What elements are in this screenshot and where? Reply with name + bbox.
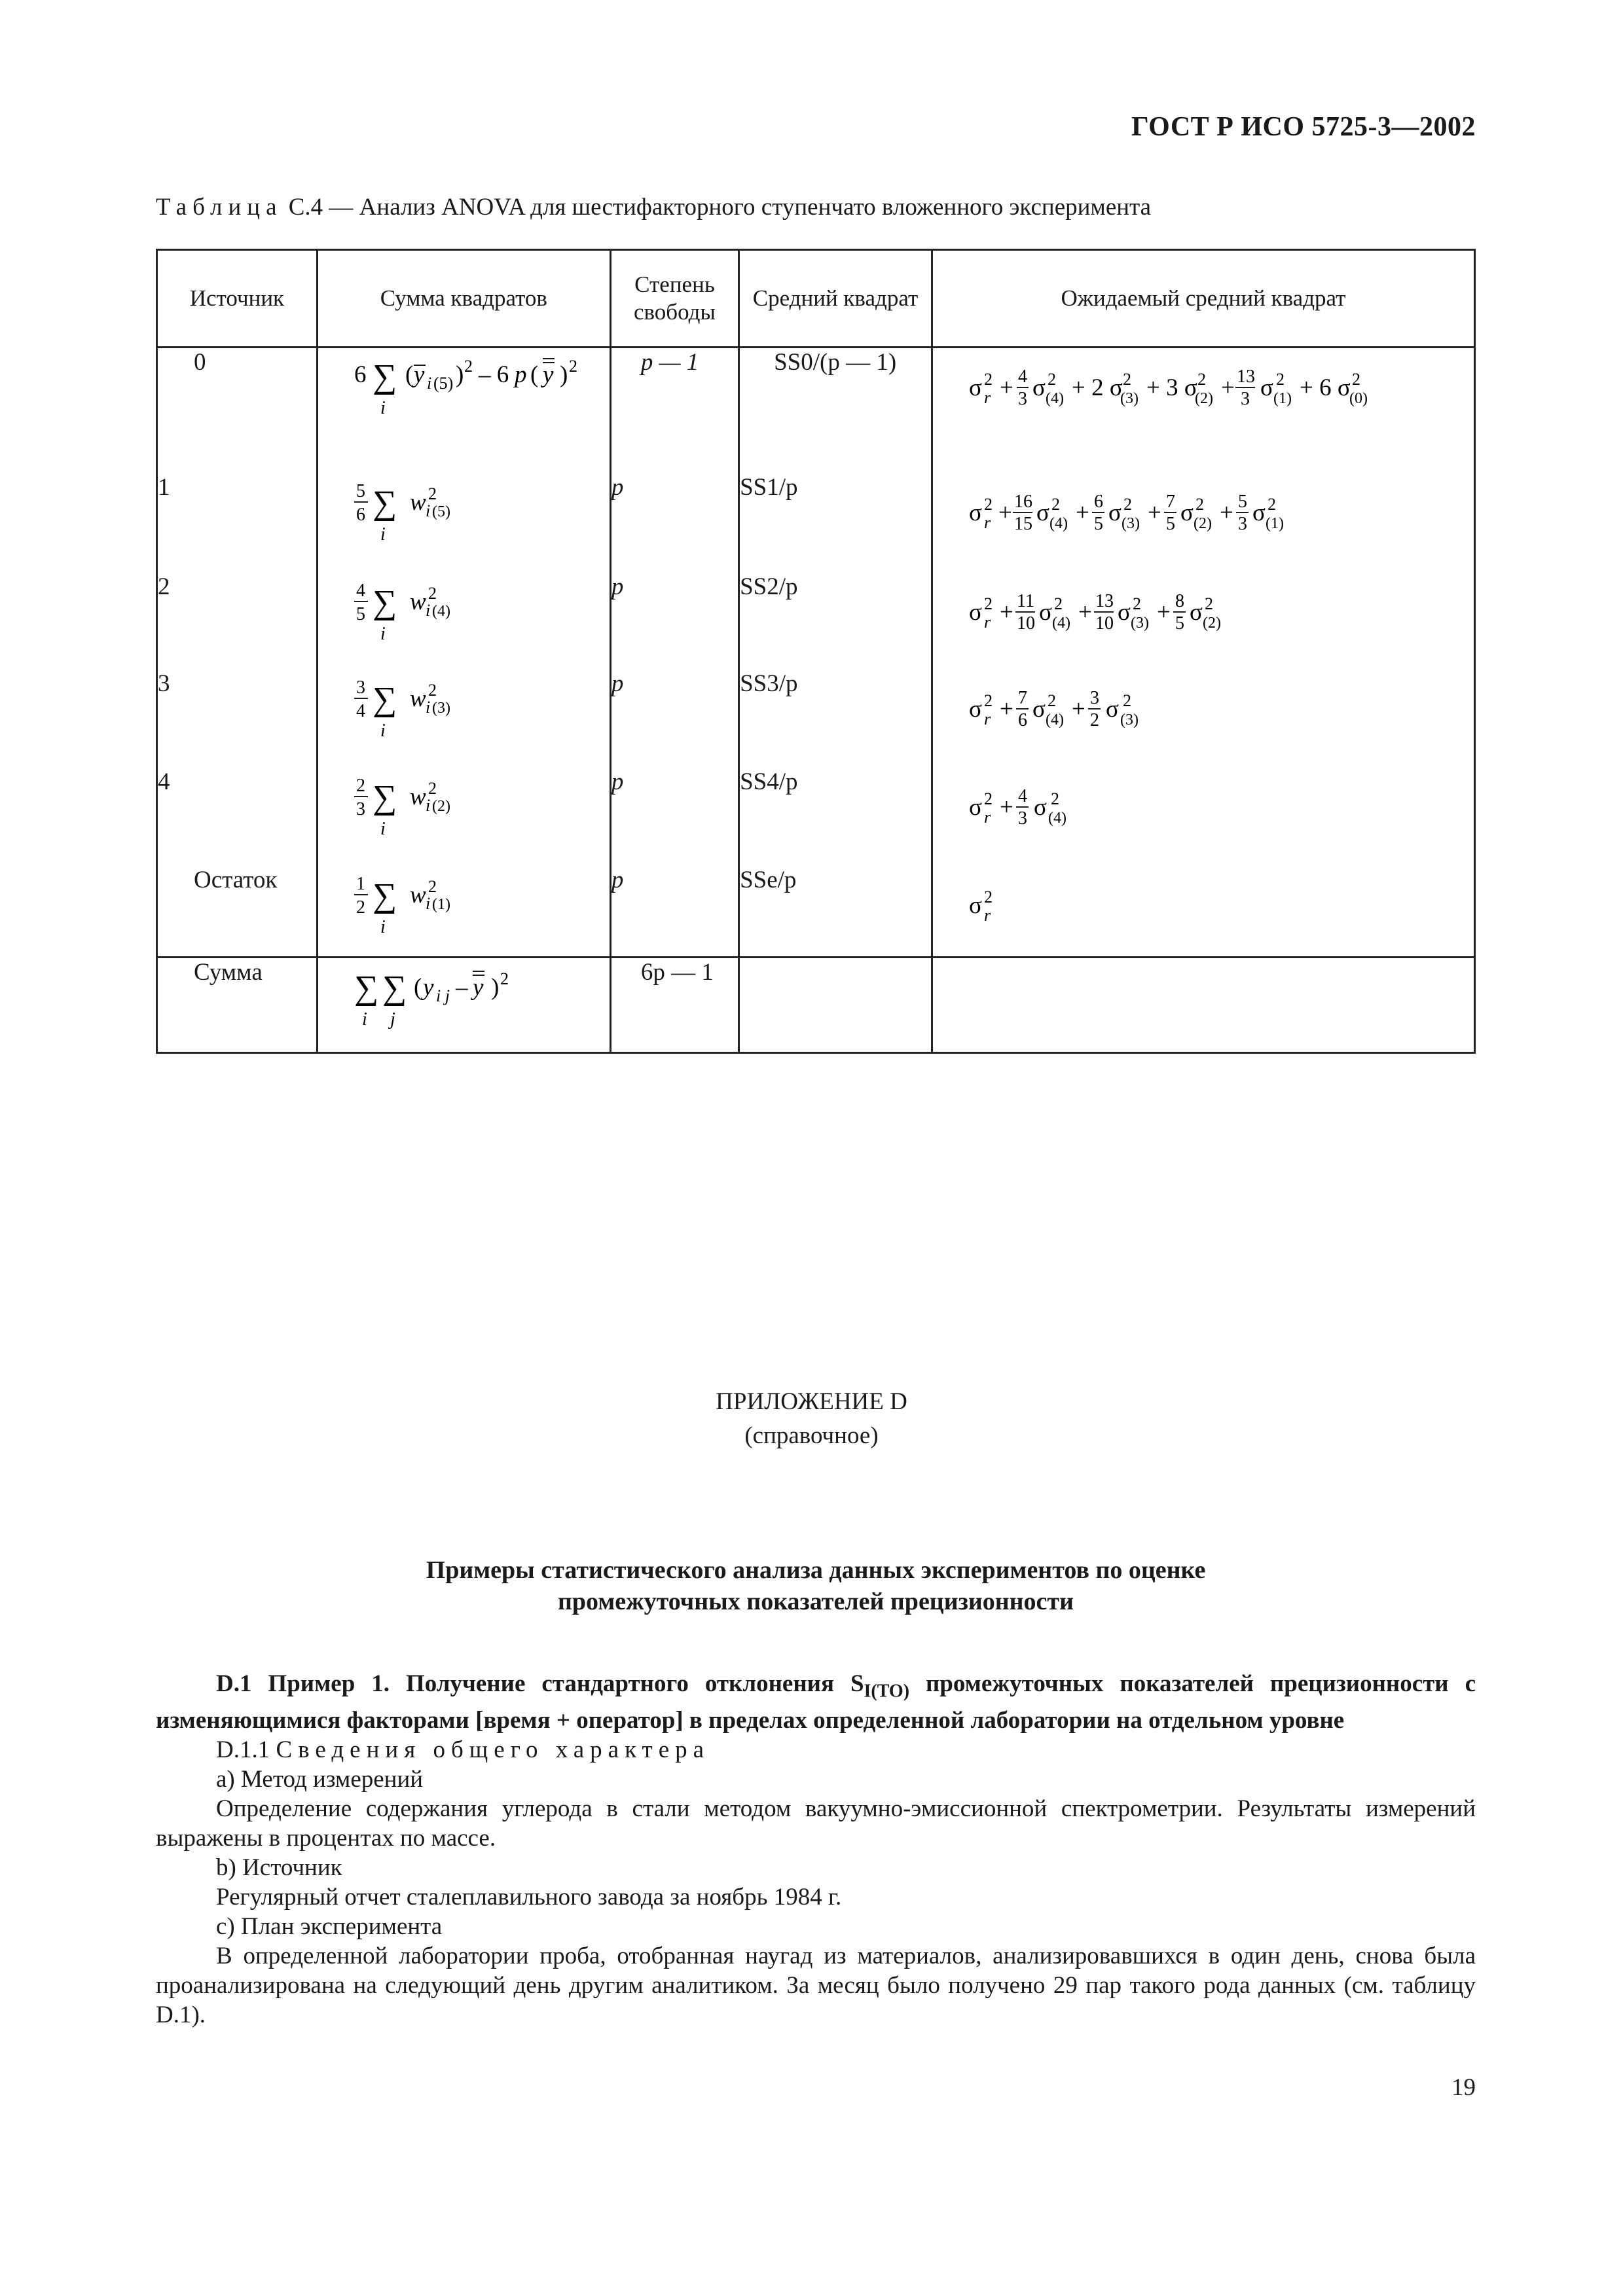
svg-text:σ: σ	[968, 793, 982, 821]
svg-text:+ 6 σ: + 6 σ	[1299, 374, 1351, 401]
expected-ms-formula	[932, 768, 1474, 866]
svg-text:2: 2	[428, 778, 437, 798]
svg-text:2: 2	[1051, 494, 1060, 514]
svg-text:6: 6	[354, 361, 367, 388]
svg-text:(4): (4)	[1045, 711, 1064, 728]
svg-text:σ: σ	[968, 499, 982, 526]
svg-text:3: 3	[356, 798, 365, 819]
expected-ms-formula	[932, 866, 1474, 958]
svg-text:10: 10	[1095, 613, 1114, 634]
svg-text:σ: σ	[1108, 499, 1122, 526]
svg-text:2: 2	[1047, 691, 1056, 710]
svg-text:3: 3	[1240, 389, 1250, 409]
sum-squares-formula	[317, 573, 610, 670]
col-header-df	[610, 250, 739, 348]
d1-heading-b: промежуточных показателей прецизионности с изменяющимися факторами [время + оператор] в пределах определенной лаборатории на отдельном уровне	[156, 1670, 1476, 1734]
mean-square-cell: SS0/(p — 1)	[739, 348, 932, 473]
df-cell: p — 1	[610, 348, 739, 473]
formula-ss1	[318, 473, 610, 545]
svg-text:i: i	[361, 1009, 367, 1030]
svg-text:+: +	[1147, 499, 1161, 526]
svg-text:σ: σ	[1252, 499, 1266, 526]
source-cell: Остаток	[157, 866, 318, 958]
df-cell: p	[610, 866, 739, 958]
svg-text:+: +	[1071, 695, 1085, 723]
svg-text:2: 2	[1122, 691, 1131, 710]
svg-text:2: 2	[1204, 594, 1213, 613]
svg-text:y: y	[542, 361, 554, 388]
svg-text:(3): (3)	[1120, 390, 1139, 407]
svg-text:2: 2	[428, 680, 437, 700]
expected-ms-formula	[932, 348, 1474, 473]
svg-text:(3): (3)	[1120, 711, 1139, 728]
svg-text:6: 6	[1017, 709, 1027, 730]
section-title-line1: Примеры статистического анализа данных экспериментов по оценке	[426, 1556, 1206, 1584]
svg-text:4: 4	[356, 700, 365, 721]
svg-text:w: w	[409, 488, 426, 516]
svg-text:4: 4	[1017, 367, 1027, 387]
svg-text:w: w	[409, 881, 426, 908]
svg-text:(2): (2)	[1194, 390, 1213, 407]
table-caption	[156, 193, 1151, 221]
formula-ss3	[318, 670, 610, 742]
svg-text:7: 7	[1017, 687, 1027, 708]
svg-text:p: p	[514, 361, 527, 388]
svg-text:+: +	[998, 499, 1012, 526]
svg-text:2: 2	[983, 494, 993, 514]
svg-text:): )	[490, 974, 500, 1001]
svg-text:i: i	[425, 697, 431, 717]
svg-text:(: (	[530, 361, 539, 388]
svg-text:): )	[559, 361, 568, 388]
col-header-mean-square: Средний квадрат	[739, 250, 932, 348]
svg-text:σ: σ	[1105, 695, 1119, 723]
svg-text:+: +	[999, 374, 1013, 401]
svg-text:r: r	[983, 612, 991, 632]
formula-ems0	[933, 348, 1474, 427]
svg-text:+: +	[1075, 499, 1089, 526]
df-cell: 6p — 1	[610, 958, 739, 1053]
svg-text:∑: ∑	[372, 778, 397, 816]
svg-text:σ: σ	[1032, 695, 1046, 723]
table-row-total	[157, 958, 1475, 1053]
source-cell: 4	[157, 768, 318, 866]
svg-text:i: i	[380, 623, 386, 644]
svg-text:6: 6	[356, 504, 365, 525]
page-number: 19	[1451, 2074, 1476, 2101]
d1-heading-sub: I(TO)	[864, 1681, 910, 1702]
svg-text:4: 4	[1017, 785, 1027, 806]
svg-text:(: (	[413, 974, 422, 1001]
svg-text:r: r	[983, 388, 991, 407]
table-row	[157, 573, 1475, 670]
svg-text:2: 2	[1122, 370, 1131, 389]
svg-text:11: 11	[1016, 590, 1034, 611]
svg-text:6: 6	[1093, 491, 1103, 512]
svg-text:2: 2	[1050, 789, 1059, 808]
svg-text:5: 5	[1237, 491, 1247, 512]
svg-text:y: y	[413, 361, 425, 388]
sum-squares-formula	[317, 473, 610, 573]
svg-text:(: (	[405, 361, 414, 388]
svg-text:r: r	[983, 807, 991, 827]
formula-emse	[933, 866, 1474, 938]
svg-text:i: i	[425, 600, 431, 620]
svg-text:σ: σ	[968, 695, 982, 723]
svg-text:2: 2	[500, 969, 509, 988]
table-row	[157, 473, 1475, 573]
paragraph-d11-heading	[156, 1735, 1476, 1765]
svg-text:5: 5	[1093, 513, 1103, 534]
svg-text:r: r	[983, 512, 991, 532]
table-row	[157, 670, 1475, 768]
svg-text:i: i	[426, 374, 432, 393]
svg-text:y: y	[472, 974, 484, 1001]
svg-text:w: w	[409, 685, 426, 712]
svg-text:+: +	[999, 598, 1013, 626]
table-row	[157, 866, 1475, 958]
svg-text:∑: ∑	[372, 680, 397, 718]
body-text	[156, 1669, 1476, 2030]
source-cell: Сумма	[157, 958, 318, 1053]
svg-text:2: 2	[356, 775, 365, 796]
table-row	[157, 348, 1475, 473]
svg-text:3: 3	[356, 677, 365, 698]
svg-text:w: w	[409, 588, 426, 615]
df-cell: p	[610, 670, 739, 768]
svg-text:(3): (3)	[1130, 614, 1149, 632]
expected-ms-cell-empty	[932, 958, 1474, 1053]
svg-text:σ: σ	[1189, 598, 1203, 626]
svg-text:2: 2	[1267, 494, 1276, 514]
svg-text:(1): (1)	[1273, 390, 1292, 407]
svg-text:σ: σ	[1036, 499, 1049, 526]
svg-text:σ: σ	[1260, 374, 1273, 401]
table-caption-text: C.4 — Анализ ANOVA для шестифакторного ступенчато вложенного эксперимента	[282, 194, 1152, 221]
svg-text:7: 7	[1165, 491, 1175, 512]
svg-text:2: 2	[428, 484, 437, 503]
svg-text:+ 2 σ: + 2 σ	[1071, 374, 1123, 401]
mean-square-cell: SS1/p	[739, 473, 932, 573]
svg-text:σ: σ	[1180, 499, 1194, 526]
svg-text:(4): (4)	[1045, 390, 1064, 407]
sum-squares-formula	[317, 958, 610, 1053]
svg-text:(4): (4)	[431, 602, 450, 620]
svg-text:i j: i j	[435, 986, 450, 1005]
sum-squares-formula	[317, 768, 610, 866]
df-cell: p	[610, 473, 739, 573]
svg-text:2: 2	[1197, 370, 1206, 389]
svg-text:–: –	[455, 974, 468, 1001]
appendix-subtitle: (справочное)	[744, 1422, 879, 1449]
paragraph-b-item: b) Источник	[216, 1854, 342, 1882]
svg-text:(2): (2)	[1193, 514, 1212, 532]
svg-text:(3): (3)	[1121, 514, 1140, 532]
svg-text:+: +	[1220, 374, 1235, 401]
svg-text:2: 2	[983, 887, 993, 906]
formula-ems2	[933, 573, 1474, 645]
svg-text:): )	[455, 361, 464, 388]
source-cell: 1	[157, 473, 318, 573]
col-header-df-text: Степень свободы	[633, 272, 716, 325]
svg-text:2: 2	[1053, 594, 1063, 613]
source-cell: 0	[157, 348, 318, 473]
svg-text:∑: ∑	[372, 484, 397, 522]
formula-ss2	[318, 573, 610, 645]
svg-text:2: 2	[1089, 709, 1099, 730]
svg-text:+: +	[999, 695, 1013, 723]
svg-text:2: 2	[428, 876, 437, 896]
svg-text:2: 2	[983, 691, 993, 710]
formula-ems3	[933, 670, 1474, 742]
svg-text:8: 8	[1175, 590, 1184, 611]
svg-text:3: 3	[1017, 808, 1027, 829]
svg-text:5: 5	[356, 480, 365, 501]
svg-text:3: 3	[1237, 513, 1247, 534]
sum-squares-formula	[317, 670, 610, 768]
svg-text:(5): (5)	[431, 503, 450, 520]
svg-text:2: 2	[356, 897, 365, 918]
section-title-line2: промежуточных показателей прецизионности	[558, 1588, 1074, 1615]
svg-text:(2): (2)	[431, 797, 450, 815]
svg-text:i: i	[425, 893, 431, 913]
svg-text:2: 2	[1195, 494, 1204, 514]
svg-text:16: 16	[1013, 491, 1032, 512]
paragraph-c-text: В определенной лаборатории проба, отобранная наугад из материалов, анализировавшихся в один день, снова была проанализирована на следующий день другим аналитиком. За месяц было получено 29 пар такого рода данных (см. таблицу D.1).	[156, 1943, 1476, 2029]
table-header-row	[157, 250, 1475, 348]
svg-text:(4): (4)	[1048, 809, 1067, 827]
svg-text:∑: ∑	[382, 969, 407, 1007]
svg-text:1: 1	[356, 873, 365, 894]
paragraph-d1-heading	[156, 1669, 1476, 1735]
formula-ems4	[933, 768, 1474, 840]
table-row	[157, 768, 1475, 866]
svg-text:σ: σ	[1038, 598, 1052, 626]
paragraph-c-item: c) План эксперимента	[216, 1913, 443, 1941]
paragraph-a-item: а) Метод измерений	[216, 1766, 424, 1793]
svg-text:5: 5	[1165, 513, 1175, 534]
formula-sstotal	[318, 958, 610, 1037]
source-cell: 2	[157, 573, 318, 670]
svg-text:3: 3	[1017, 389, 1027, 409]
table-caption-prefix: Таблица	[156, 194, 283, 221]
formula-ss4	[318, 768, 610, 840]
svg-text:(1): (1)	[1265, 514, 1284, 532]
svg-text:∑: ∑	[372, 358, 397, 395]
anova-table	[156, 249, 1476, 1054]
svg-text:r: r	[983, 905, 991, 925]
sum-squares-formula	[317, 348, 610, 473]
svg-text:– 6: – 6	[478, 361, 509, 388]
svg-text:i: i	[380, 818, 386, 839]
svg-text:∑: ∑	[354, 969, 378, 1007]
svg-text:2: 2	[1123, 494, 1132, 514]
svg-text:2: 2	[983, 789, 993, 808]
svg-text:2: 2	[983, 594, 993, 613]
svg-text:2: 2	[1351, 370, 1360, 389]
svg-text:2: 2	[464, 357, 473, 376]
appendix-title: ПРИЛОЖЕНИЕ D	[716, 1388, 907, 1415]
svg-text:+: +	[1078, 598, 1092, 626]
svg-text:r: r	[983, 709, 991, 728]
svg-text:∑: ∑	[372, 876, 397, 914]
svg-text:5: 5	[356, 603, 365, 624]
svg-text:(3): (3)	[431, 699, 450, 717]
svg-text:3: 3	[1089, 687, 1099, 708]
svg-text:13: 13	[1236, 367, 1255, 387]
svg-text:(1): (1)	[431, 895, 450, 913]
svg-text:σ: σ	[1032, 374, 1046, 401]
svg-text:2: 2	[428, 583, 437, 603]
svg-text:i: i	[425, 501, 431, 520]
svg-text:2: 2	[1275, 370, 1285, 389]
svg-text:2: 2	[568, 357, 577, 376]
svg-text:j: j	[390, 1009, 395, 1030]
svg-text:+: +	[1156, 598, 1171, 626]
svg-text:2: 2	[1047, 370, 1056, 389]
col-header-source: Источник	[157, 250, 318, 348]
svg-text:2: 2	[983, 370, 993, 389]
svg-text:13: 13	[1095, 590, 1114, 611]
df-cell: p	[610, 768, 739, 866]
d11-number: D.1.1	[216, 1736, 276, 1764]
svg-text:σ: σ	[968, 374, 982, 401]
mean-square-cell: SSe/p	[739, 866, 932, 958]
svg-text:(5): (5)	[433, 374, 454, 393]
source-cell: 3	[157, 670, 318, 768]
paragraph-b-text: Регулярный отчет сталеплавильного завода за ноябрь 1984 г.	[216, 1884, 842, 1911]
svg-text:+ 3 σ: + 3 σ	[1146, 374, 1197, 401]
svg-text:i: i	[380, 524, 386, 545]
sum-squares-formula	[317, 866, 610, 958]
col-header-sum-squares: Сумма квадратов	[317, 250, 610, 348]
svg-text:i: i	[380, 916, 386, 937]
svg-text:+: +	[1219, 499, 1233, 526]
formula-ems1	[933, 473, 1474, 545]
svg-text:∑: ∑	[372, 583, 397, 621]
df-cell: p	[610, 573, 739, 670]
svg-text:i: i	[380, 720, 386, 741]
expected-ms-formula	[932, 473, 1474, 573]
svg-text:10: 10	[1016, 613, 1035, 634]
svg-text:σ: σ	[1117, 598, 1131, 626]
svg-text:(2): (2)	[1202, 614, 1221, 632]
svg-text:4: 4	[356, 580, 365, 601]
svg-text:y: y	[422, 974, 434, 1001]
document-header: ГОСТ Р ИСО 5725-3—2002	[1131, 112, 1476, 142]
d1-heading-a: D.1 Пример 1. Получение стандартного отклонения S	[216, 1670, 864, 1697]
mean-square-cell: SS2/p	[739, 573, 932, 670]
svg-text:i: i	[380, 398, 386, 418]
paragraph-a-text: Определение содержания углерода в стали методом вакуумно-эмиссионной спектрометрии. Результаты измерений выражены в процентах по массе.	[156, 1795, 1476, 1852]
col-header-expected-ms: Ожидаемый средний квадрат	[932, 250, 1474, 348]
formula-ss0	[318, 348, 610, 427]
d11-title: Сведения общего характера	[276, 1736, 710, 1764]
expected-ms-formula	[932, 670, 1474, 768]
svg-text:2: 2	[1132, 594, 1141, 613]
mean-square-cell: SS4/p	[739, 768, 932, 866]
svg-text:i: i	[425, 795, 431, 815]
svg-text:w: w	[409, 783, 426, 810]
svg-text:σ: σ	[1033, 793, 1047, 821]
svg-text:+: +	[999, 793, 1013, 821]
mean-square-cell	[739, 958, 932, 1053]
svg-text:15: 15	[1013, 513, 1032, 534]
section-title	[156, 1554, 1476, 1617]
svg-text:5: 5	[1175, 613, 1184, 634]
mean-square-cell: SS3/p	[739, 670, 932, 768]
svg-text:σ: σ	[968, 891, 982, 919]
svg-text:(4): (4)	[1051, 614, 1070, 632]
svg-text:(0): (0)	[1349, 390, 1368, 407]
expected-ms-formula	[932, 573, 1474, 670]
formula-sse	[318, 866, 610, 938]
svg-text:(4): (4)	[1049, 514, 1068, 532]
svg-text:σ: σ	[968, 598, 982, 626]
